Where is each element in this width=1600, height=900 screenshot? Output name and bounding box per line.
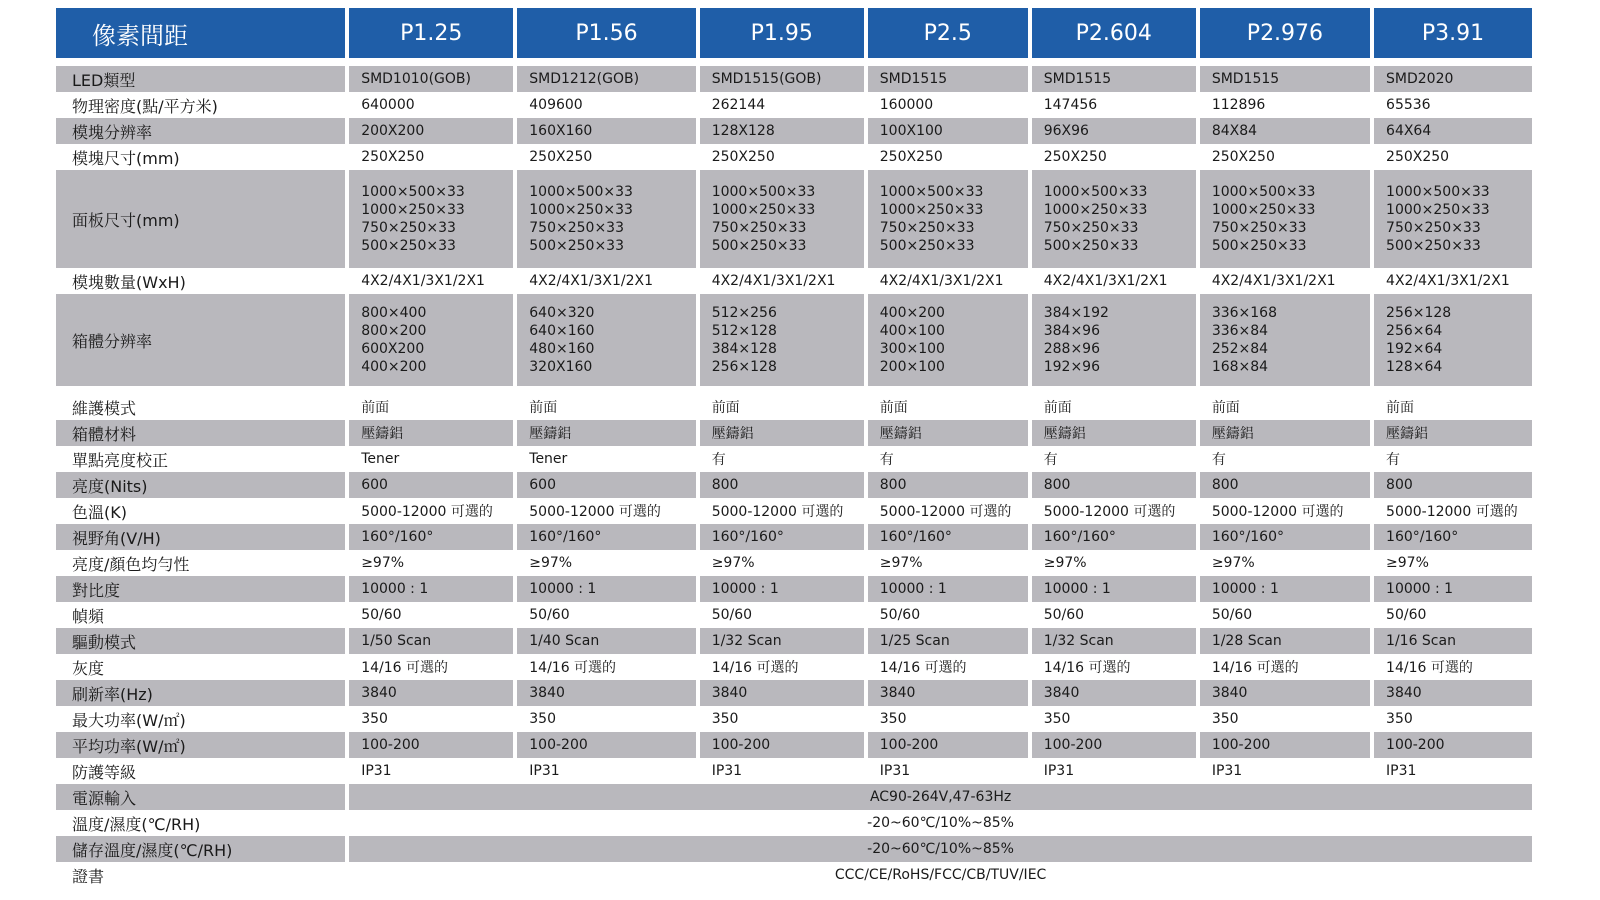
table-cell: 有 — [1374, 446, 1532, 472]
table-cell: 50/60 — [349, 602, 513, 628]
row-label: 亮度(Nits) — [56, 472, 345, 498]
cell-line: 1000×500×33 — [1211, 184, 1316, 200]
table-row — [56, 732, 1532, 758]
table-cell: 84X84 — [1200, 118, 1370, 144]
table-row — [56, 420, 1532, 446]
table-cell: ≥97% — [1374, 550, 1532, 576]
table-row — [56, 550, 1532, 576]
table-row — [56, 446, 1532, 472]
cell-line: 1000×500×33 — [1386, 184, 1490, 200]
table-cell: 409600 — [517, 92, 695, 118]
table-cell: 50/60 — [700, 602, 864, 628]
row-label: 模塊數量(WxH) — [56, 268, 345, 294]
table-cell: 1/16 Scan — [1374, 628, 1532, 654]
table-cell: 50/60 — [868, 602, 1028, 628]
table-cell: 1/50 Scan — [349, 628, 513, 654]
table-cell — [1032, 170, 1196, 268]
column-header: P1.25 — [349, 8, 513, 58]
table-body — [56, 58, 1532, 888]
table-cell — [1200, 294, 1370, 386]
cell-line: 128×64 — [1386, 359, 1443, 375]
table-cell: AC90-264V,47-63Hz — [349, 784, 1532, 810]
table-cell: ≥97% — [1200, 550, 1370, 576]
table-cell: 壓鑄鋁 — [517, 420, 695, 446]
table-cell: 100-200 — [1200, 732, 1370, 758]
pixel-pitch-header: 像素間距 — [56, 8, 345, 58]
row-label: 視野角(V/H) — [56, 524, 345, 550]
table-cell: 350 — [868, 706, 1028, 732]
cell-line: 600X200 — [361, 341, 425, 357]
cell-line: 512×256 — [711, 305, 777, 321]
cell-line: 1000×250×33 — [879, 202, 984, 218]
table-cell: ≥97% — [349, 550, 513, 576]
row-label: 儲存溫度/濕度(℃/RH) — [56, 836, 345, 862]
table-cell: 前面 — [1032, 394, 1196, 420]
row-label: 刷新率(Hz) — [56, 680, 345, 706]
table-cell: 5000-12000 可選的 — [349, 498, 513, 524]
row-label: 驅動模式 — [56, 628, 345, 654]
row-label: 證書 — [56, 862, 345, 888]
table-cell: IP31 — [1032, 758, 1196, 784]
table-cell: 有 — [700, 446, 864, 472]
cell-line: 288×96 — [1043, 341, 1101, 357]
table-cell: 50/60 — [1374, 602, 1532, 628]
table-cell: 14/16 可選的 — [700, 654, 864, 680]
table-cell — [1374, 294, 1532, 386]
cell-line: 200×100 — [879, 359, 945, 375]
cell-line: 500×250×33 — [361, 238, 456, 254]
cell-line: 640×320 — [529, 305, 595, 321]
table-cell: 100-200 — [1374, 732, 1532, 758]
table-cell: 3840 — [517, 680, 695, 706]
row-label: 單點亮度校正 — [56, 446, 345, 472]
table-cell: 有 — [1032, 446, 1196, 472]
table-cell: 10000 : 1 — [1032, 576, 1196, 602]
table-cell: 5000-12000 可選的 — [700, 498, 864, 524]
cell-line: 750×250×33 — [711, 220, 807, 236]
table-cell: 14/16 可選的 — [349, 654, 513, 680]
row-label: 灰度 — [56, 654, 345, 680]
table-row — [56, 576, 1532, 602]
table-cell — [1032, 294, 1196, 386]
table-cell: 5000-12000 可選的 — [1200, 498, 1370, 524]
table-cell: 200X200 — [349, 118, 513, 144]
table-cell: 600 — [517, 472, 695, 498]
cell-line: 1000×500×33 — [361, 184, 465, 200]
table-cell: IP31 — [1200, 758, 1370, 784]
table-row — [56, 862, 1532, 888]
table-cell: 96X96 — [1032, 118, 1196, 144]
cell-line: 750×250×33 — [361, 220, 456, 236]
table-cell: 800 — [868, 472, 1028, 498]
table-row — [56, 294, 1532, 386]
table-cell: ≥97% — [700, 550, 864, 576]
table-cell: 50/60 — [517, 602, 695, 628]
cell-line: 800×200 — [361, 323, 427, 339]
column-header: P2.604 — [1032, 8, 1196, 58]
table-cell: 160°/160° — [517, 524, 695, 550]
table-cell: 250X250 — [1032, 144, 1196, 170]
table-cell: 4X2/4X1/3X1/2X1 — [1374, 268, 1532, 294]
table-cell: 4X2/4X1/3X1/2X1 — [1200, 268, 1370, 294]
table-cell: 3840 — [1200, 680, 1370, 706]
table-cell: 10000 : 1 — [517, 576, 695, 602]
table-cell: 250X250 — [349, 144, 513, 170]
table-cell: 前面 — [700, 394, 864, 420]
table-cell: Tener — [349, 446, 513, 472]
column-header: P1.95 — [700, 8, 864, 58]
table-cell: 112896 — [1200, 92, 1370, 118]
table-cell: 有 — [868, 446, 1028, 472]
table-cell: 800 — [1374, 472, 1532, 498]
table-row — [56, 706, 1532, 732]
table-cell: 14/16 可選的 — [1200, 654, 1370, 680]
table-cell: 250X250 — [868, 144, 1028, 170]
row-label: 幀頻 — [56, 602, 345, 628]
table-row — [56, 836, 1532, 862]
table-cell: 350 — [1200, 706, 1370, 732]
row-label: 電源輸入 — [56, 784, 345, 810]
spec-table — [52, 8, 1536, 888]
table-cell: 4X2/4X1/3X1/2X1 — [700, 268, 864, 294]
cell-line: 750×250×33 — [1386, 220, 1481, 236]
table-cell: 14/16 可選的 — [868, 654, 1028, 680]
table-row — [56, 498, 1532, 524]
row-label: 模塊分辨率 — [56, 118, 345, 144]
cell-line: 500×250×33 — [1043, 238, 1139, 254]
table-row — [56, 268, 1532, 294]
table-cell: 160°/160° — [700, 524, 864, 550]
table-cell: 1/32 Scan — [700, 628, 864, 654]
table-cell — [868, 170, 1028, 268]
table-cell: 160000 — [868, 92, 1028, 118]
table-cell: 128X128 — [700, 118, 864, 144]
table-cell: 350 — [1032, 706, 1196, 732]
table-cell — [1374, 170, 1532, 268]
table-cell: 10000 : 1 — [868, 576, 1028, 602]
table-cell — [1200, 170, 1370, 268]
table-cell: 壓鑄鋁 — [868, 420, 1028, 446]
row-label: 溫度/濕度(℃/RH) — [56, 810, 345, 836]
row-label: 防護等級 — [56, 758, 345, 784]
cell-line: 320X160 — [529, 359, 593, 375]
table-cell: 前面 — [868, 394, 1028, 420]
table-cell: 10000 : 1 — [1374, 576, 1532, 602]
row-label: 亮度/顏色均勻性 — [56, 550, 345, 576]
cell-line: 1000×250×33 — [529, 202, 633, 218]
table-cell: 160°/160° — [349, 524, 513, 550]
table-cell: 1/25 Scan — [868, 628, 1028, 654]
cell-line: 192×96 — [1043, 359, 1101, 375]
table-cell: 5000-12000 可選的 — [517, 498, 695, 524]
table-cell: 100-200 — [868, 732, 1028, 758]
cell-line: 750×250×33 — [1211, 220, 1307, 236]
cell-line: 168×84 — [1211, 359, 1269, 375]
table-cell: 50/60 — [1032, 602, 1196, 628]
row-label: 模塊尺寸(mm) — [56, 144, 345, 170]
row-label: 維護模式 — [56, 394, 345, 420]
table-cell: 250X250 — [517, 144, 695, 170]
table-cell: CCC/CE/RoHS/FCC/CB/TUV/IEC — [349, 862, 1532, 888]
cell-line: 336×84 — [1211, 323, 1269, 339]
cell-line: 1000×500×33 — [879, 184, 984, 200]
cell-line: 192×64 — [1386, 341, 1443, 357]
cell-line: 400×100 — [879, 323, 945, 339]
table-cell: 5000-12000 可選的 — [1374, 498, 1532, 524]
cell-line: 384×192 — [1043, 305, 1109, 321]
table-cell: ≥97% — [517, 550, 695, 576]
table-row — [56, 628, 1532, 654]
cell-line: 252×84 — [1211, 341, 1269, 357]
table-cell: 250X250 — [1374, 144, 1532, 170]
table-cell: SMD2020 — [1374, 66, 1532, 92]
table-cell: 5000-12000 可選的 — [868, 498, 1028, 524]
table-cell: 250X250 — [1200, 144, 1370, 170]
table-cell: SMD1515 — [868, 66, 1028, 92]
table-cell — [700, 170, 864, 268]
table-cell: 壓鑄鋁 — [700, 420, 864, 446]
table-cell: 3840 — [349, 680, 513, 706]
table-cell: 10000 : 1 — [700, 576, 864, 602]
table-cell: 4X2/4X1/3X1/2X1 — [349, 268, 513, 294]
table-cell: 50/60 — [1200, 602, 1370, 628]
table-row — [56, 66, 1532, 92]
table-cell: SMD1515(GOB) — [700, 66, 864, 92]
table-cell: 100-200 — [700, 732, 864, 758]
table-row — [56, 602, 1532, 628]
row-label: 箱體材料 — [56, 420, 345, 446]
table-cell: 前面 — [1200, 394, 1370, 420]
cell-line: 400×200 — [879, 305, 945, 321]
table-cell: 100-200 — [517, 732, 695, 758]
cell-line: 1000×500×33 — [1043, 184, 1148, 200]
cell-line: 256×64 — [1386, 323, 1443, 339]
row-label: 最大功率(W/㎡) — [56, 706, 345, 732]
table-cell — [868, 294, 1028, 386]
table-cell: 前面 — [517, 394, 695, 420]
table-cell: 4X2/4X1/3X1/2X1 — [868, 268, 1028, 294]
row-label: 面板尺寸(mm) — [56, 170, 345, 268]
cell-line: 750×250×33 — [529, 220, 624, 236]
cell-line: 336×168 — [1211, 305, 1277, 321]
table-cell: 壓鑄鋁 — [1374, 420, 1532, 446]
row-label: LED類型 — [56, 66, 345, 92]
table-cell: SMD1515 — [1200, 66, 1370, 92]
table-cell: 1/40 Scan — [517, 628, 695, 654]
row-label: 平均功率(W/㎡) — [56, 732, 345, 758]
table-cell: 14/16 可選的 — [1374, 654, 1532, 680]
table-cell: 14/16 可選的 — [517, 654, 695, 680]
table-cell: 前面 — [349, 394, 513, 420]
table-cell: 壓鑄鋁 — [349, 420, 513, 446]
cell-line: 500×250×33 — [1211, 238, 1307, 254]
table-row — [56, 472, 1532, 498]
cell-line: 640×160 — [529, 323, 595, 339]
cell-line: 480×160 — [529, 341, 595, 357]
table-cell: 4X2/4X1/3X1/2X1 — [517, 268, 695, 294]
table-cell: 160°/160° — [868, 524, 1028, 550]
table-cell: 262144 — [700, 92, 864, 118]
table-cell: 14/16 可選的 — [1032, 654, 1196, 680]
table-cell: 250X250 — [700, 144, 864, 170]
table-cell: 160°/160° — [1200, 524, 1370, 550]
column-header: P2.976 — [1200, 8, 1370, 58]
cell-line: 256×128 — [1386, 305, 1452, 321]
table-cell: ≥97% — [868, 550, 1028, 576]
table-cell: IP31 — [349, 758, 513, 784]
table-cell: 600 — [349, 472, 513, 498]
table-cell — [517, 170, 695, 268]
cell-line: 1000×250×33 — [1211, 202, 1316, 218]
table-cell: 1/32 Scan — [1032, 628, 1196, 654]
table-cell: SMD1212(GOB) — [517, 66, 695, 92]
table-row — [56, 758, 1532, 784]
table-cell: SMD1010(GOB) — [349, 66, 513, 92]
table-cell: 350 — [517, 706, 695, 732]
table-cell: 350 — [1374, 706, 1532, 732]
table-cell: -20~60℃/10%~85% — [349, 810, 1532, 836]
table-cell: 800 — [700, 472, 864, 498]
cell-line: 512×128 — [711, 323, 777, 339]
table-row — [56, 118, 1532, 144]
table-row — [56, 170, 1532, 268]
table-cell: 10000 : 1 — [1200, 576, 1370, 602]
table-cell: Tener — [517, 446, 695, 472]
table-cell: 100X100 — [868, 118, 1028, 144]
table-cell: IP31 — [1374, 758, 1532, 784]
table-cell: 前面 — [1374, 394, 1532, 420]
row-label: 色溫(K) — [56, 498, 345, 524]
table-row — [56, 654, 1532, 680]
table-cell: 100-200 — [1032, 732, 1196, 758]
header-row — [56, 8, 1532, 58]
table-cell — [700, 294, 864, 386]
cell-line: 256×128 — [711, 359, 777, 375]
table-cell: 640000 — [349, 92, 513, 118]
table-row — [56, 144, 1532, 170]
cell-line: 500×250×33 — [879, 238, 975, 254]
cell-line: 1000×250×33 — [1386, 202, 1490, 218]
cell-line: 500×250×33 — [529, 238, 624, 254]
table-cell: 3840 — [700, 680, 864, 706]
cell-line: 750×250×33 — [1043, 220, 1139, 236]
row-label: 物理密度(點/平方米) — [56, 92, 345, 118]
table-row — [56, 784, 1532, 810]
table-cell: IP31 — [517, 758, 695, 784]
cell-line: 1000×250×33 — [361, 202, 465, 218]
table-cell: 壓鑄鋁 — [1200, 420, 1370, 446]
table-cell: 147456 — [1032, 92, 1196, 118]
table-cell: 160X160 — [517, 118, 695, 144]
table-cell: SMD1515 — [1032, 66, 1196, 92]
table-row — [56, 810, 1532, 836]
table-cell: 350 — [349, 706, 513, 732]
row-label: 箱體分辨率 — [56, 294, 345, 386]
table-cell: -20~60℃/10%~85% — [349, 836, 1532, 862]
table-cell: 160°/160° — [1032, 524, 1196, 550]
table-cell: IP31 — [700, 758, 864, 784]
table-row — [56, 394, 1532, 420]
table-cell: 3840 — [1374, 680, 1532, 706]
cell-line: 384×128 — [711, 341, 777, 357]
table-cell: 3840 — [868, 680, 1028, 706]
table-row — [56, 680, 1532, 706]
cell-line: 300×100 — [879, 341, 945, 357]
table-cell: 65536 — [1374, 92, 1532, 118]
table-row — [56, 524, 1532, 550]
table-cell: 64X64 — [1374, 118, 1532, 144]
table-cell: 5000-12000 可選的 — [1032, 498, 1196, 524]
table-row — [56, 92, 1532, 118]
table-cell: 350 — [700, 706, 864, 732]
table-cell: 壓鑄鋁 — [1032, 420, 1196, 446]
table-cell: 3840 — [1032, 680, 1196, 706]
table-cell — [349, 170, 513, 268]
cell-line: 1000×500×33 — [529, 184, 633, 200]
cell-line: 750×250×33 — [879, 220, 975, 236]
table-cell: 800 — [1032, 472, 1196, 498]
cell-line: 1000×500×33 — [711, 184, 816, 200]
cell-line: 400×200 — [361, 359, 427, 375]
cell-line: 1000×250×33 — [1043, 202, 1148, 218]
table-cell: 160°/160° — [1374, 524, 1532, 550]
table-cell — [517, 294, 695, 386]
table-cell: 10000 : 1 — [349, 576, 513, 602]
table-cell: 有 — [1200, 446, 1370, 472]
table-cell: IP31 — [868, 758, 1028, 784]
cell-line: 500×250×33 — [711, 238, 807, 254]
cell-line: 384×96 — [1043, 323, 1101, 339]
table-cell: 4X2/4X1/3X1/2X1 — [1032, 268, 1196, 294]
column-header: P2.5 — [868, 8, 1028, 58]
cell-line: 1000×250×33 — [711, 202, 816, 218]
column-header: P3.91 — [1374, 8, 1532, 58]
table-cell — [349, 294, 513, 386]
table-cell: 100-200 — [349, 732, 513, 758]
table-cell: 1/28 Scan — [1200, 628, 1370, 654]
cell-line: 500×250×33 — [1386, 238, 1481, 254]
column-header: P1.56 — [517, 8, 695, 58]
row-label: 對比度 — [56, 576, 345, 602]
cell-line: 800×400 — [361, 305, 427, 321]
table-cell: 800 — [1200, 472, 1370, 498]
table-cell: ≥97% — [1032, 550, 1196, 576]
